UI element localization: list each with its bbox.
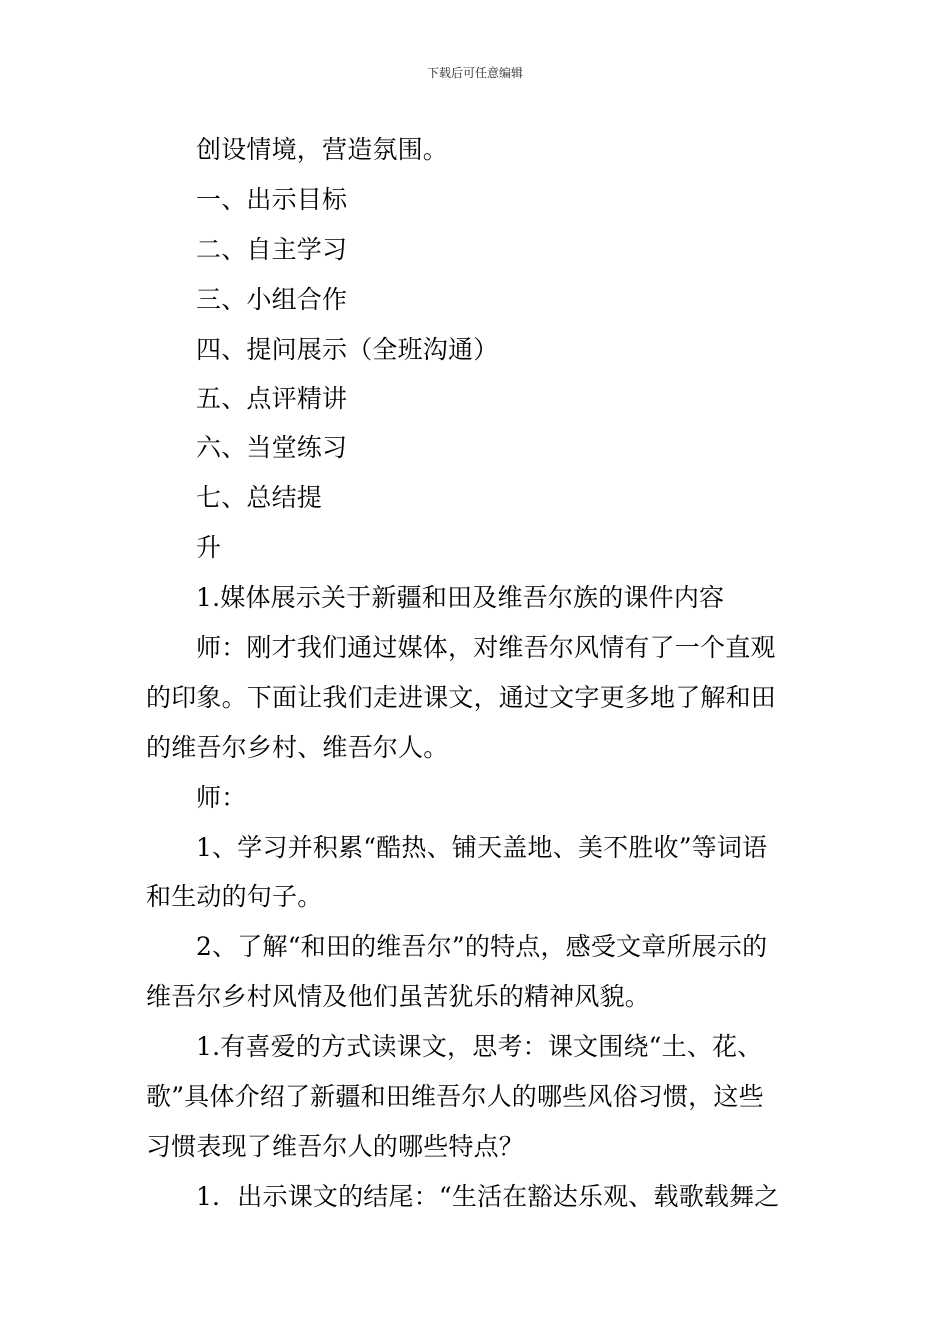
text-line: 创设情境，营造氛围。: [196, 135, 449, 164]
text-line: 的印象。下面让我们走进课文，通过文字更多地了解和田: [146, 683, 777, 712]
text-line: 师：刚才我们通过媒体，对维吾尔风情有了一个直观: [196, 633, 776, 662]
text-line: 1、学习并积累“酷热、铺天盖地、美不胜收”等词语: [196, 833, 768, 862]
text-line: 1.媒体展示关于新疆和田及维吾尔族的课件内容: [196, 583, 725, 612]
text-line: 一、出示目标: [196, 185, 348, 214]
text-line: 三、小组合作: [196, 285, 348, 314]
text-line: 二、自主学习: [196, 235, 348, 264]
text-line: 2、了解“和田的维吾尔”的特点，感受文章所展示的: [196, 932, 768, 961]
text-line: 六、当堂练习: [196, 433, 348, 462]
text-line: 师：: [196, 783, 247, 812]
text-line: 四、提问展示（全班沟通）: [196, 335, 499, 364]
page-header: 下载后可任意编辑: [426, 66, 523, 80]
text-line: 1．出示课文的结尾：“生活在豁达乐观、载歌载舞之: [196, 1182, 780, 1211]
text-line: 的维吾尔乡村、维吾尔人。: [146, 733, 449, 762]
text-line: 升: [196, 533, 222, 562]
text-line: 维吾尔乡村风情及他们虽苦犹乐的精神风貌。: [146, 982, 651, 1011]
text-line: 歌”具体介绍了新疆和田维吾尔人的哪些风俗习惯，这些: [146, 1082, 764, 1111]
text-line: 和生动的句子。: [146, 882, 323, 911]
text-line: 七、总结提: [196, 483, 323, 512]
text-line: 五、点评精讲: [196, 384, 348, 413]
text-line: 习惯表现了维吾尔人的哪些特点？: [146, 1132, 525, 1161]
text-line: 1.有喜爱的方式读课文，思考：课文围绕“土、花、: [196, 1032, 763, 1061]
